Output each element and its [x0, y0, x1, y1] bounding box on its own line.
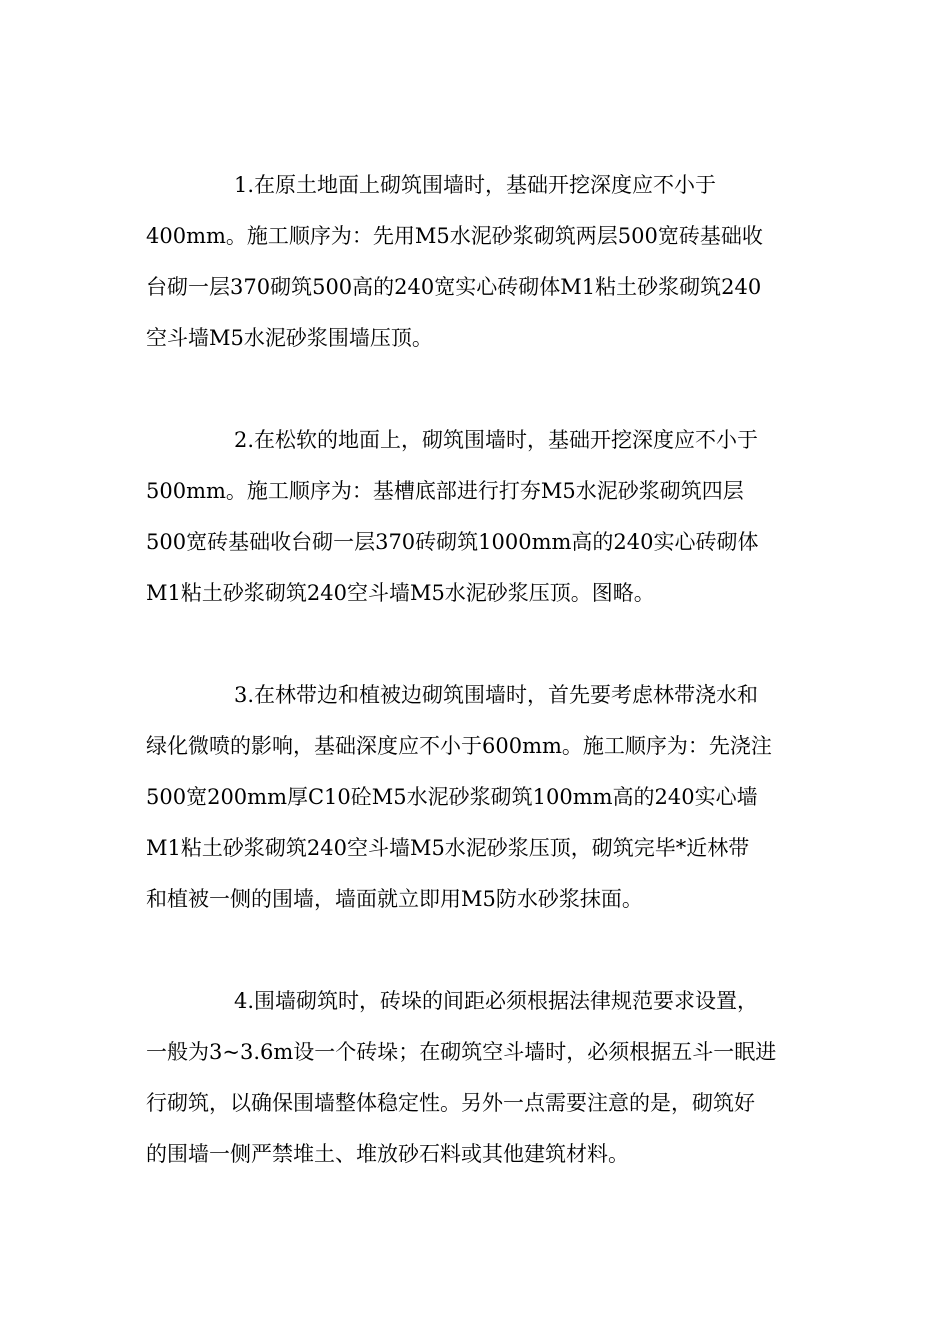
paragraph-line: M1粘土砂浆砌筑240空斗墙M5水泥砂浆压顶，砌筑完毕*近林带	[146, 836, 750, 860]
paragraph-line: 500mm。施工顺序为：基槽底部进行打夯M5水泥砂浆砌筑四层	[146, 479, 744, 503]
paragraph-line: 4.围墙砌筑时，砖垛的间距必须根据法律规范要求设置，	[234, 989, 759, 1013]
paragraph-line: 台砌一层370砌筑500高的240宽实心砖砌体M1粘土砂浆砌筑240	[146, 275, 762, 299]
paragraph-line: 3.在林带边和植被边砌筑围墙时，首先要考虑林带浇水和	[234, 683, 759, 707]
paragraph-line: 的围墙一侧严禁堆土、堆放砂石料或其他建筑材料。	[146, 1142, 629, 1166]
paragraph-line: 1.在原土地面上砌筑围墙时，基础开挖深度应不小于	[234, 173, 717, 197]
paragraph-line: 2.在松软的地面上，砌筑围墙时，基础开挖深度应不小于	[234, 428, 759, 452]
paragraph-line: 400mm。施工顺序为：先用M5水泥砂浆砌筑两层500宽砖基础收	[146, 224, 763, 248]
paragraph-3	[146, 670, 806, 925]
paragraph-line: 500宽200mm厚C10砼M5水泥砂浆砌筑100mm高的240实心墙	[146, 785, 758, 809]
paragraph-line: 绿化微喷的影响，基础深度应不小于600mm。施工顺序为：先浇注	[146, 734, 772, 758]
paragraph-line: 和植被一侧的围墙，墙面就立即用M5防水砂浆抹面。	[146, 887, 643, 911]
paragraph-2	[146, 415, 806, 619]
paragraph-1	[146, 160, 806, 364]
paragraph-line: 行砌筑，以确保围墙整体稳定性。另外一点需要注意的是，砌筑好	[146, 1091, 755, 1115]
paragraph-line: 一般为3~3.6m设一个砖垛；在砌筑空斗墙时，必须根据五斗一眠进	[146, 1040, 777, 1064]
paragraph-4	[146, 976, 806, 1180]
document-body	[146, 160, 806, 1231]
paragraph-line: M1粘土砂浆砌筑240空斗墙M5水泥砂浆压顶。图略。	[146, 581, 655, 605]
paragraph-line: 空斗墙M5水泥砂浆围墙压顶。	[146, 326, 433, 350]
paragraph-line: 500宽砖基础收台砌一层370砖砌筑1000mm高的240实心砖砌体	[146, 530, 759, 554]
